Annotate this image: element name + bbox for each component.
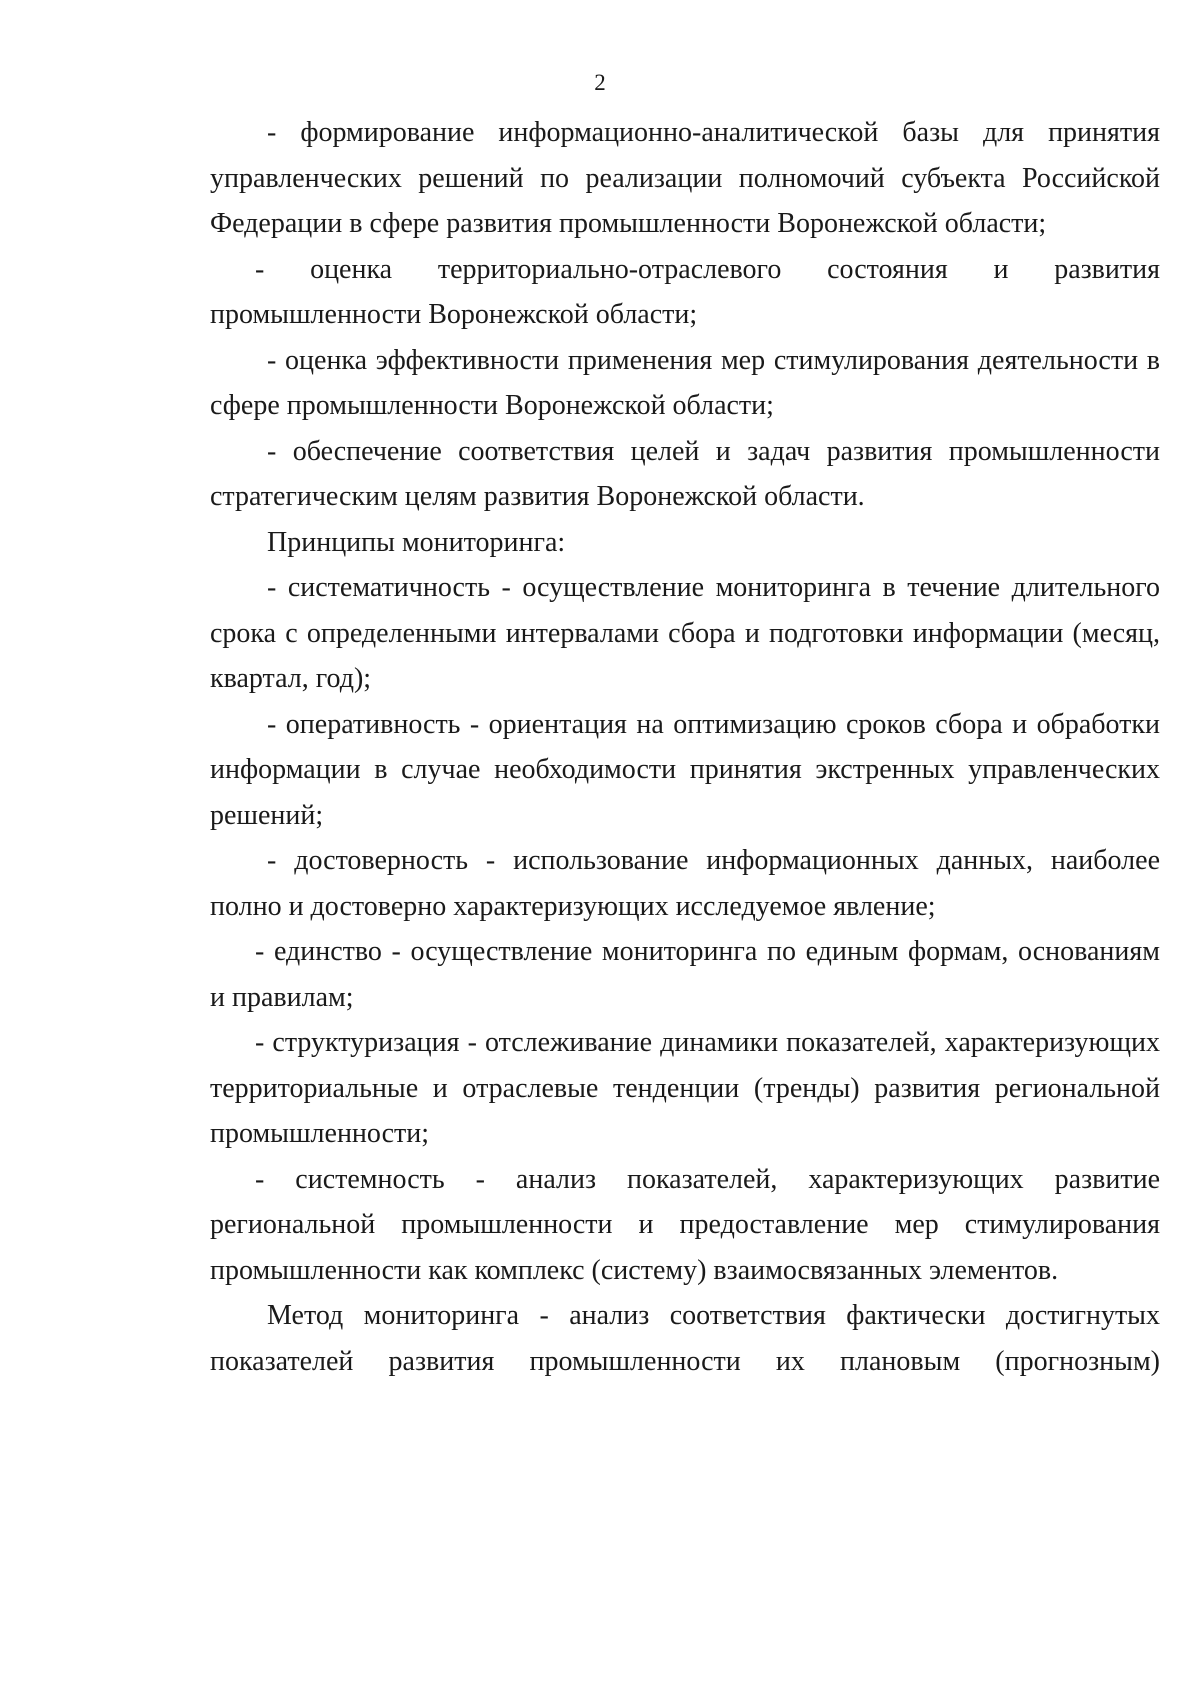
paragraph-goals-compliance: - обеспечение соответствия целей и задач развития промышленности стратегическим целям развития Воронежской области. bbox=[210, 435, 1160, 512]
document-body bbox=[210, 110, 1160, 1384]
paragraph-unity: - единство - осуществление мониторинга по единым формам, основаниям и правилам; bbox=[210, 936, 1160, 1013]
paragraph-systematic: - систематичность - осуществление мониторинга в течение длительного срока с определенными интервалами сбора и подготовки информации (месяц, квартал, год); bbox=[210, 572, 1160, 694]
paragraph-systemic: - системность - анализ показателей, характеризующих развитие региональной промышленности и предоставление мер стимулирования промышленности как комплекс (систему) взаимосвязанных элементов. bbox=[210, 1163, 1160, 1286]
paragraph-territorial-assessment: - оценка территориально-отраслевого состояния и развития промышленности Воронежской области; bbox=[210, 253, 1160, 330]
paragraph-monitoring-method: Метод мониторинга - анализ соответствия фактически достигнутых показателей развития промышленности их плановым (прогнозным) bbox=[210, 1300, 1160, 1377]
paragraph-structuring: - структуризация - отслеживание динамики показателей, характеризующих территориальные и отраслевые тенденции (тренды) развития региональной промышленности; bbox=[210, 1027, 1160, 1149]
page-number: 2 bbox=[594, 70, 606, 95]
paragraph-info-base: - формирование информационно-аналитической базы для принятия управленческих решений по реализации полномочий субъекта Российской Федерации в сфере развития промышленности Воронежской области; bbox=[210, 117, 1160, 239]
paragraph-efficiency-assessment: - оценка эффективности применения мер стимулирования деятельности в сфере промышленности Воронежской области; bbox=[210, 344, 1160, 421]
paragraph-principles-heading: Принципы мониторинга: bbox=[267, 526, 566, 558]
paragraph-operational: - оперативность - ориентация на оптимизацию сроков сбора и обработки информации в случае необходимости принятия экстренных управленческих решений; bbox=[210, 708, 1160, 831]
paragraph-reliability: - достоверность - использование информационных данных, наиболее полно и достоверно характеризующих исследуемое явление; bbox=[210, 845, 1160, 922]
